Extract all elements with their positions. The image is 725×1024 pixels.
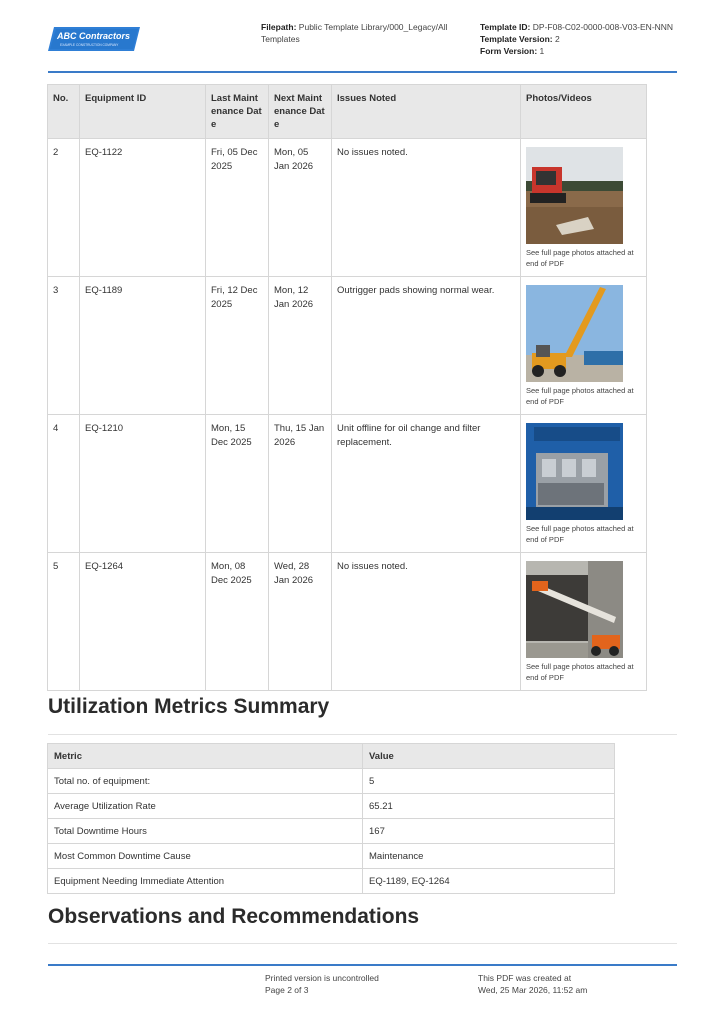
row-issues: No issues noted. bbox=[332, 553, 521, 691]
metric-name: Average Utilization Rate bbox=[48, 794, 363, 819]
filepath-label: Filepath: bbox=[261, 22, 297, 32]
col-no: No. bbox=[48, 85, 80, 139]
row-issues: Outrigger pads showing normal wear. bbox=[332, 277, 521, 415]
metrics-table-header bbox=[48, 744, 615, 769]
equipment-table bbox=[47, 84, 647, 691]
created-timestamp: Wed, 25 Mar 2026, 11:52 am bbox=[478, 985, 588, 995]
metrics-table bbox=[47, 743, 615, 894]
col-value: Value bbox=[363, 744, 615, 769]
svg-text:EXAMPLE CONSTRUCTION COMPANY: EXAMPLE CONSTRUCTION COMPANY bbox=[60, 43, 119, 47]
boom-lift-photo[interactable] bbox=[526, 561, 623, 658]
row-last-date: Mon, 15 Dec 2025 bbox=[206, 415, 269, 553]
table-row bbox=[48, 139, 647, 277]
row-next-date: Mon, 12 Jan 2026 bbox=[269, 277, 332, 415]
header-divider bbox=[48, 71, 677, 73]
row-next-date: Thu, 15 Jan 2026 bbox=[269, 415, 332, 553]
metric-value: 5 bbox=[363, 769, 615, 794]
metric-value: 65.21 bbox=[363, 794, 615, 819]
col-equipment-id: Equipment ID bbox=[80, 85, 206, 139]
template-id-value: DP-F08-C02-0000-008-V03-EN-NNN bbox=[532, 22, 674, 32]
row-last-date: Fri, 12 Dec 2025 bbox=[206, 277, 269, 415]
col-last-maintenance: Last Maintenance Date bbox=[206, 85, 269, 139]
photo-note: See full page photos attached at end of PDF bbox=[526, 662, 634, 682]
utilization-divider bbox=[48, 734, 677, 735]
row-next-date: Wed, 28 Jan 2026 bbox=[269, 553, 332, 691]
page-number: Page 2 of 3 bbox=[265, 985, 309, 995]
metric-name: Total no. of equipment: bbox=[48, 769, 363, 794]
row-photo-cell bbox=[521, 139, 647, 277]
table-row bbox=[48, 415, 647, 553]
photo-note: See full page photos attached at end of PDF bbox=[526, 386, 634, 406]
table-row bbox=[48, 819, 615, 844]
row-equipment-id: EQ-1264 bbox=[80, 553, 206, 691]
filepath-block bbox=[261, 21, 461, 45]
row-last-date: Fri, 05 Dec 2025 bbox=[206, 139, 269, 277]
footer-left bbox=[265, 972, 379, 996]
template-version-value: 2 bbox=[554, 34, 560, 44]
svg-text:ABC Contractors: ABC Contractors bbox=[57, 31, 131, 41]
footer-right bbox=[478, 972, 587, 996]
template-info bbox=[480, 21, 690, 57]
engine-photo[interactable] bbox=[526, 423, 623, 520]
template-id-label: Template ID: bbox=[480, 22, 531, 32]
metric-value: 167 bbox=[363, 819, 615, 844]
table-row bbox=[48, 769, 615, 794]
observations-heading: Observations and Recommendations bbox=[48, 905, 420, 928]
table-row bbox=[48, 553, 647, 691]
photo-note: See full page photos attached at end of PDF bbox=[526, 524, 634, 544]
row-photo-cell bbox=[521, 415, 647, 553]
utilization-heading: Utilization Metrics Summary bbox=[48, 695, 330, 718]
col-metric: Metric bbox=[48, 744, 363, 769]
metric-value: Maintenance bbox=[363, 844, 615, 869]
observations-divider bbox=[48, 943, 677, 944]
row-photo-cell bbox=[521, 277, 647, 415]
row-equipment-id: EQ-1189 bbox=[80, 277, 206, 415]
row-issues: No issues noted. bbox=[332, 139, 521, 277]
row-no: 5 bbox=[48, 553, 80, 691]
row-no: 2 bbox=[48, 139, 80, 277]
metric-name: Equipment Needing Immediate Attention bbox=[48, 869, 363, 894]
equipment-table-header bbox=[48, 85, 647, 139]
table-row bbox=[48, 844, 615, 869]
skid-steer-photo[interactable] bbox=[526, 147, 623, 244]
created-label: This PDF was created at bbox=[478, 973, 572, 983]
row-next-date: Mon, 05 Jan 2026 bbox=[269, 139, 332, 277]
filepath-value: Public Template Library/000_Legacy/All Templates bbox=[261, 22, 448, 44]
row-equipment-id: EQ-1210 bbox=[80, 415, 206, 553]
table-row bbox=[48, 869, 615, 894]
form-version-value: 1 bbox=[539, 46, 545, 56]
metric-name: Most Common Downtime Cause bbox=[48, 844, 363, 869]
row-equipment-id: EQ-1122 bbox=[80, 139, 206, 277]
uncontrolled-note: Printed version is uncontrolled bbox=[265, 973, 379, 983]
col-photos: Photos/Videos bbox=[521, 85, 647, 139]
row-issues: Unit offline for oil change and filter replacement. bbox=[332, 415, 521, 553]
photo-note: See full page photos attached at end of PDF bbox=[526, 248, 634, 268]
row-no: 4 bbox=[48, 415, 80, 553]
col-issues: Issues Noted bbox=[332, 85, 521, 139]
col-next-maintenance: Next Maintenance Date bbox=[269, 85, 332, 139]
table-row bbox=[48, 277, 647, 415]
row-last-date: Mon, 08 Dec 2025 bbox=[206, 553, 269, 691]
table-row bbox=[48, 794, 615, 819]
metric-value: EQ-1189, EQ-1264 bbox=[363, 869, 615, 894]
metric-name: Total Downtime Hours bbox=[48, 819, 363, 844]
row-no: 3 bbox=[48, 277, 80, 415]
company-logo bbox=[48, 26, 140, 52]
form-version-label: Form Version: bbox=[480, 46, 538, 56]
footer-divider bbox=[48, 964, 677, 966]
row-photo-cell bbox=[521, 553, 647, 691]
telehandler-photo[interactable] bbox=[526, 285, 623, 382]
template-version-label: Template Version: bbox=[480, 34, 553, 44]
